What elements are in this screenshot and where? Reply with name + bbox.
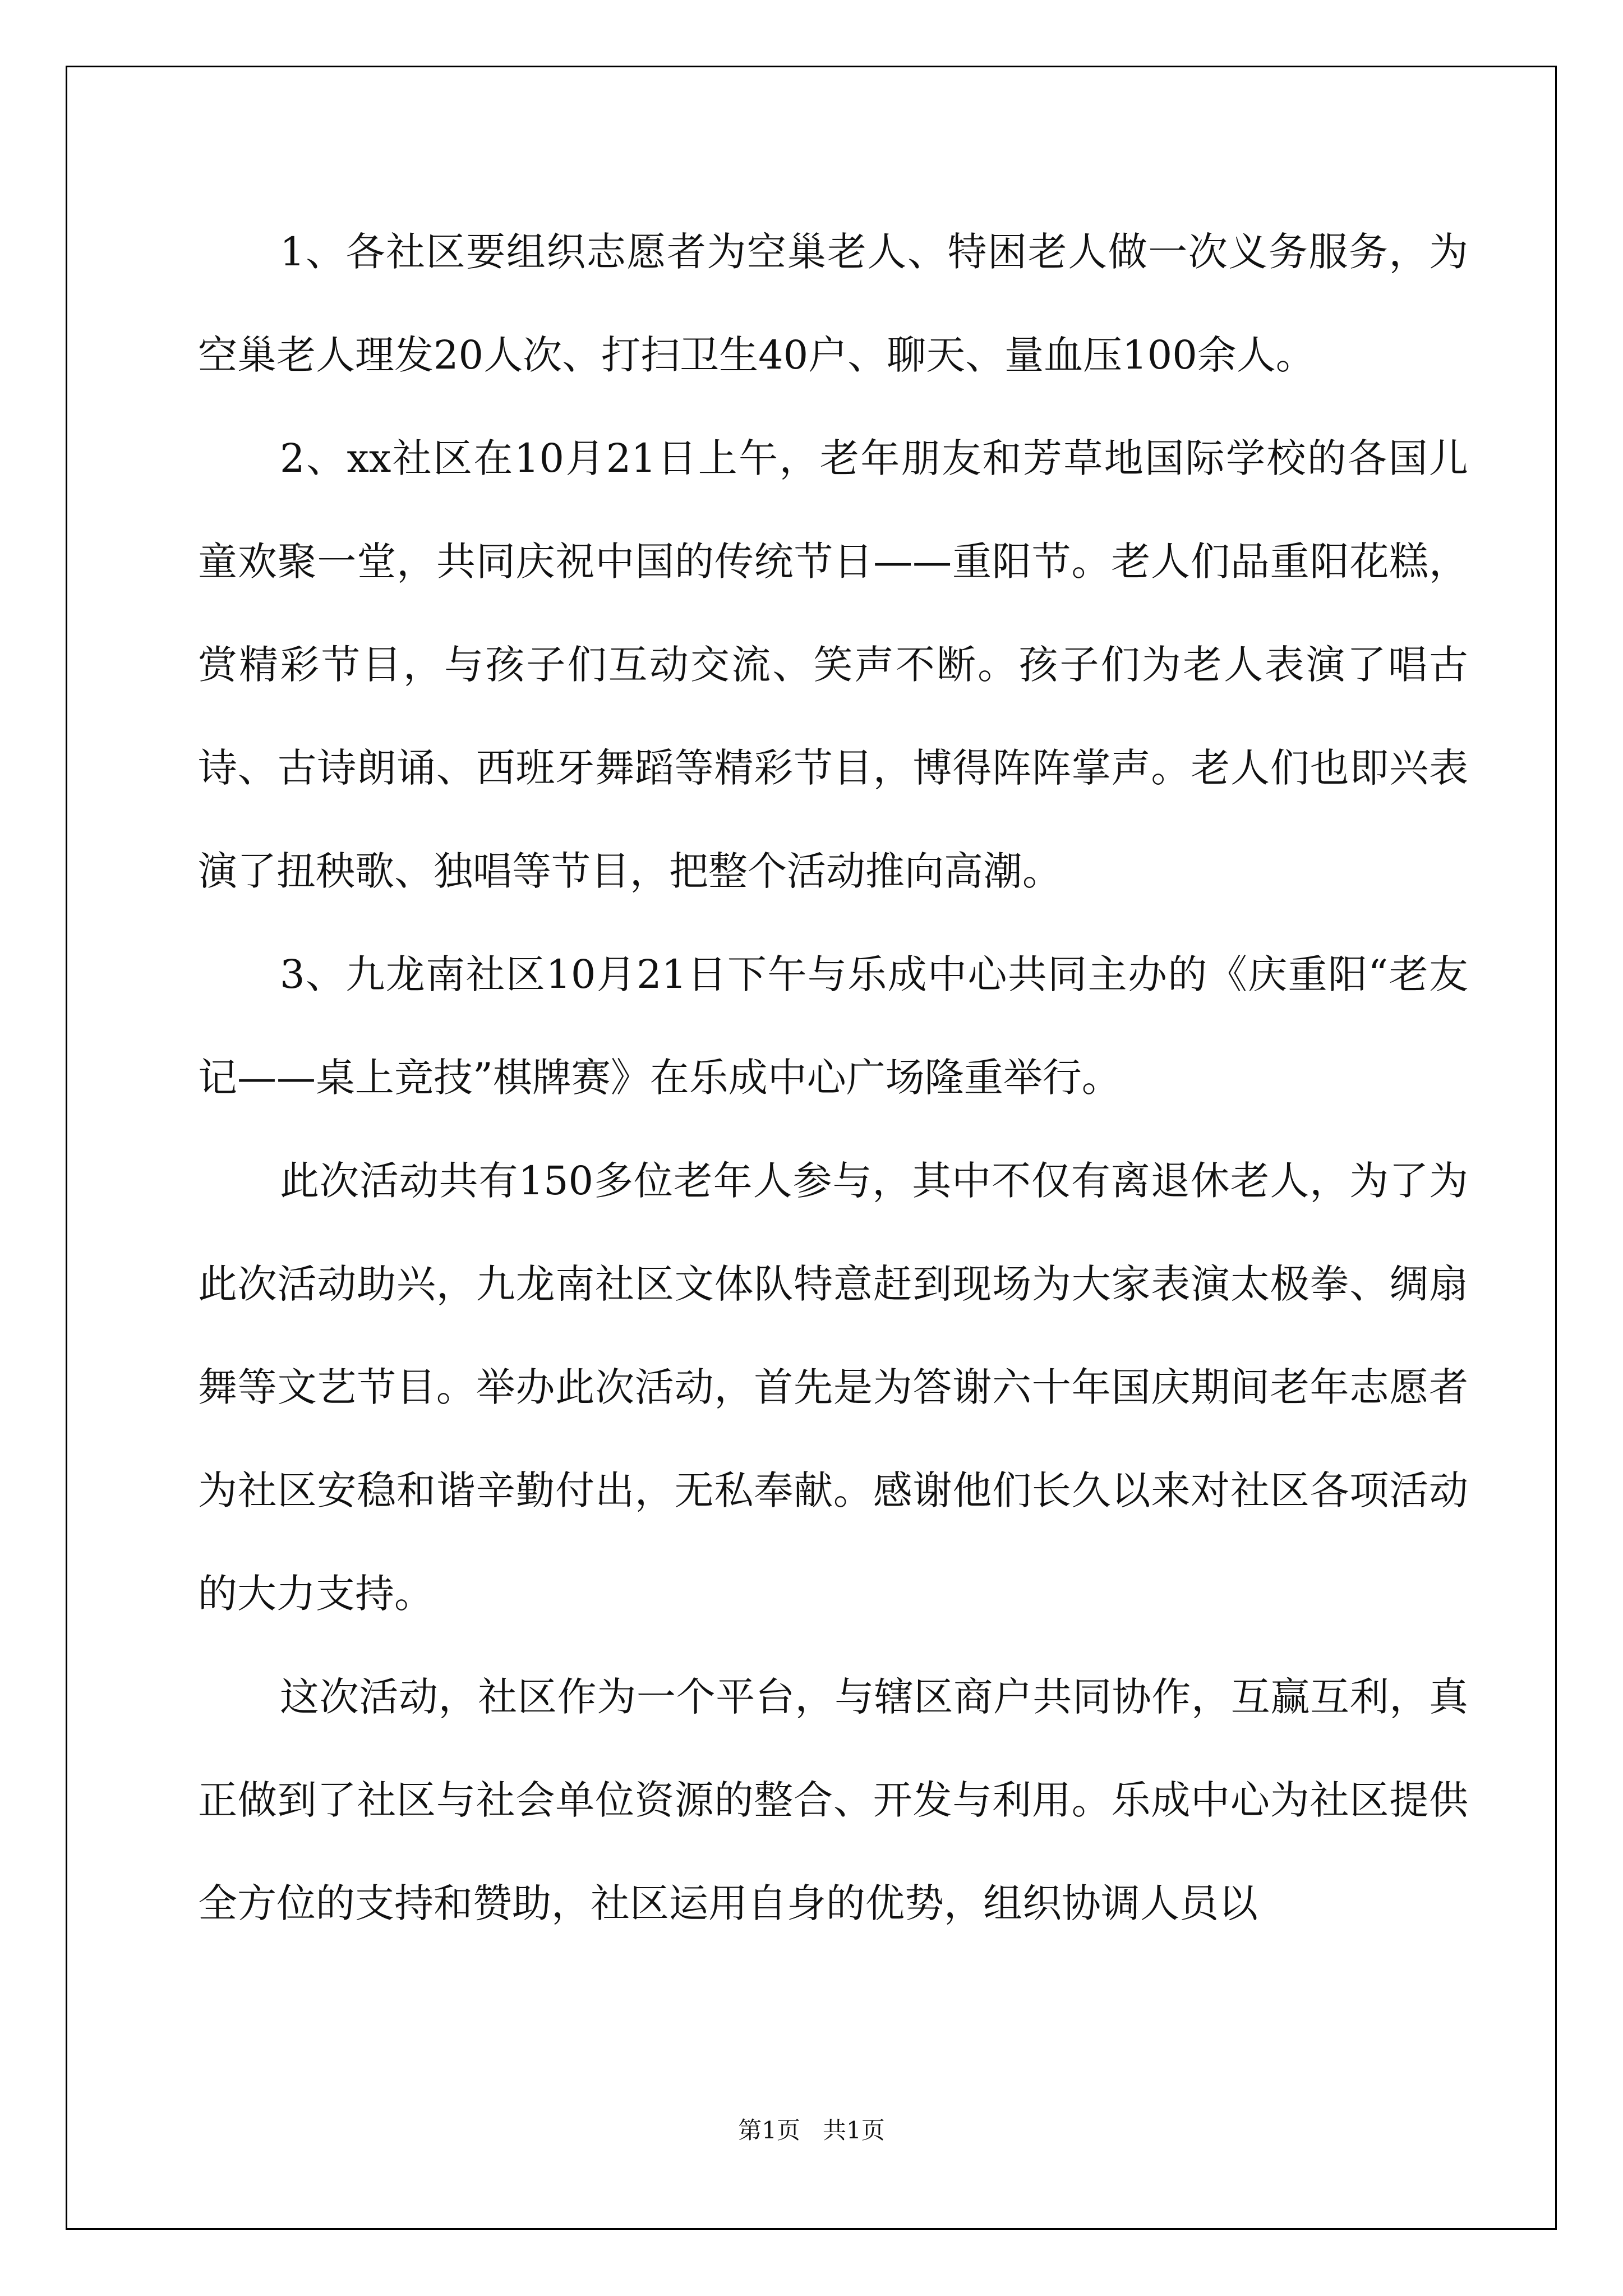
paragraph-4: 此次活动共有150多位老年人参与，其中不仅有离退休老人，为了为此次活动助兴，九龙南社区文体队特意赶到现场为大家表演太极拳、绸扇舞等文艺节目。举办此次活动，首先是为答谢六十年国庆期间老年志愿者为社区安稳和谐辛勤付出，无私奉献。感谢他们长久以来对社区各项活动的大力支持。 <box>198 1158 1468 1617</box>
document-body <box>198 200 1468 1955</box>
paragraph-5: 这次活动，社区作为一个平台，与辖区商户共同协作，互赢互利，真正做到了社区与社会单位资源的整合、开发与利用。乐成中心为社区提供全方位的支持和赞助，社区运用自身的优势，组织协调人员以 <box>198 1674 1468 1926</box>
paragraph-1: 1、各社区要组织志愿者为空巢老人、特困老人做一次义务服务，为空巢老人理发20人次、打扫卫生40户、聊天、量血压100余人。 <box>198 229 1468 378</box>
page-number-footer: 第1页 共1页 <box>738 2116 885 2144</box>
paragraph-2: 2、xx社区在10月21日上午，老年朋友和芳草地国际学校的各国儿童欢聚一堂，共同庆祝中国的传统节日——重阳节。老人们品重阳花糕，赏精彩节目，与孩子们互动交流、笑声不断。孩子们为老人表演了唱古诗、古诗朗诵、西班牙舞蹈等精彩节目，博得阵阵掌声。老人们也即兴表演了扭秧歌、独唱等节目，把整个活动推向高潮。 <box>198 435 1468 894</box>
paragraph-3: 3、九龙南社区10月21日下午与乐成中心共同主办的《庆重阳“老友记——桌上竞技”棋牌赛》在乐成中心广场隆重举行。 <box>198 951 1468 1101</box>
